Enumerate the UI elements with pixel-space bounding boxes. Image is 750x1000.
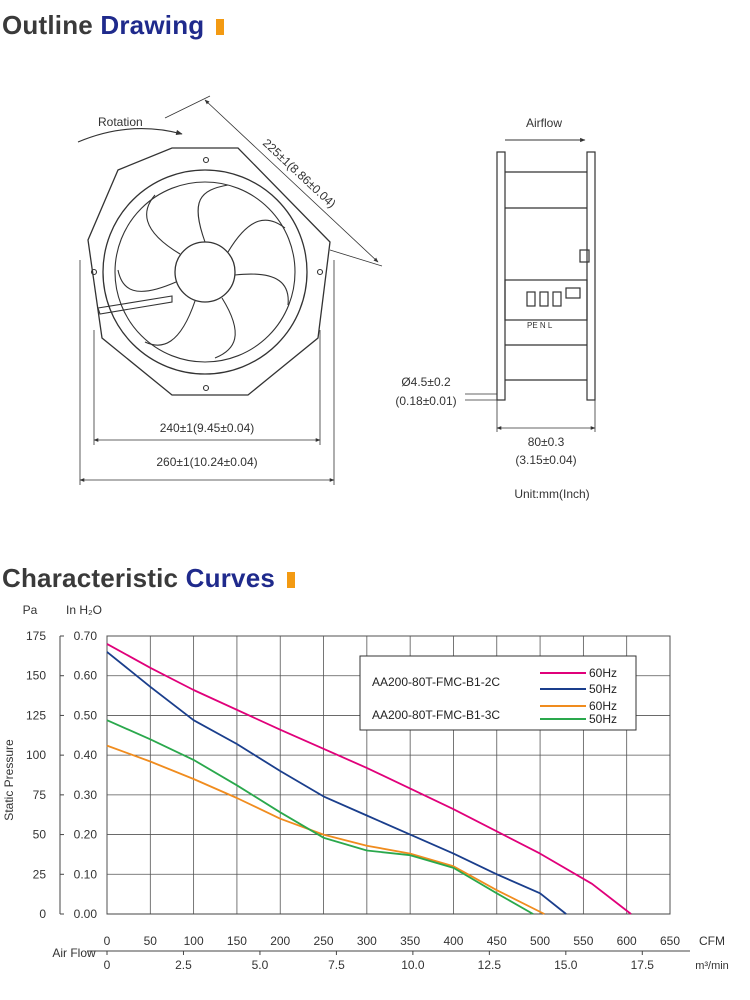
fan-inner-ring	[115, 182, 295, 362]
x-tick-label-m3min: 10.0	[401, 958, 425, 972]
legend-entry-50hz: 50Hz	[589, 682, 618, 696]
x-tick-label-m3min: 12.5	[477, 958, 502, 972]
x-tick-label-m3min: 7.5	[328, 958, 345, 972]
y-tick-label-inh2o: 0.70	[73, 629, 97, 643]
legend-model-3c: AA200-80T-FMC-B1-3C	[372, 708, 501, 722]
rotation-arrow	[78, 129, 182, 142]
y-tick-label-inh2o: 0.00	[73, 907, 97, 921]
heading-marker	[216, 19, 224, 35]
x-tick-label-m3min: 0	[103, 958, 111, 972]
y-tick-label-pa: 150	[25, 668, 46, 683]
x-tick-label-cfm: 300	[356, 934, 377, 948]
depth-inch-label: (3.15±0.04)	[515, 453, 577, 467]
y-tick-label-pa: 75	[32, 787, 46, 802]
outline-drawing-heading	[2, 10, 224, 41]
y-tick-label-inh2o: 0.50	[73, 708, 97, 723]
characteristic-curves-heading	[2, 563, 295, 594]
x-tick-label-cfm: 50	[143, 934, 157, 948]
x-tick-label-m3min: 2.5	[175, 958, 192, 972]
y-tick-label-pa: 50	[32, 827, 46, 842]
y-tick-label-inh2o: 0.10	[73, 867, 97, 882]
characteristic-curve-chart	[0, 595, 750, 1000]
heading-word-2: Curves	[185, 563, 276, 593]
y-tick-label-pa: 100	[25, 748, 46, 763]
heading-word-1: Characteristic	[2, 563, 179, 593]
fan-side-view	[497, 152, 595, 400]
y-axis-label: Static Pressure	[2, 739, 16, 821]
x-unit-cfm: CFM	[699, 934, 725, 948]
y-tick-label-pa: 0	[39, 907, 46, 921]
rotation-label: Rotation	[98, 115, 143, 129]
y-tick-label-inh2o: 0.60	[73, 668, 97, 683]
x-tick-label-cfm: 250	[313, 934, 334, 948]
y-tick-label-pa: 25	[32, 867, 46, 882]
legend-model-2c: AA200-80T-FMC-B1-2C	[372, 675, 501, 689]
hole-inch-label: (0.18±0.01)	[395, 394, 457, 408]
x-tick-label-cfm: 150	[226, 934, 247, 948]
x-tick-label-cfm: 550	[573, 934, 594, 948]
diag-dimension-label: 225±1(8.86±0.04)	[259, 135, 339, 211]
x-tick-label-cfm: 100	[183, 934, 204, 948]
legend-entry-60hz: 60Hz	[589, 699, 618, 713]
x-tick-label-cfm: 0	[103, 934, 111, 948]
y-tick-label-pa: 125	[25, 708, 46, 723]
depth-mm-label: 80±0.3	[527, 435, 565, 449]
legend-entry-60hz: 60Hz	[589, 666, 618, 680]
width-260-label: 260±1(10.24±0.04)	[156, 455, 258, 469]
x-tick-label-m3min: 15.0	[554, 958, 578, 972]
curve-series-3	[107, 746, 544, 914]
chart-legend	[360, 656, 636, 730]
legend-entry-50hz: 50Hz	[589, 712, 618, 726]
fan-outer-ring	[103, 170, 307, 374]
x-tick-label-m3min: 5.0	[251, 958, 269, 972]
x-tick-label-cfm: 350	[400, 934, 421, 948]
hole-mm-label: Ø4.5±0.2	[401, 375, 451, 389]
y-tick-label-inh2o: 0.30	[73, 787, 97, 802]
x-axis-label: Air Flow	[52, 946, 96, 960]
heading-word-1: Outline	[2, 10, 93, 40]
fan-hub	[175, 242, 235, 302]
x-tick-label-cfm: 600	[616, 934, 637, 948]
y-unit-pa: Pa	[22, 603, 38, 617]
x-tick-label-m3min: 17.5	[630, 958, 654, 972]
outline-drawing	[0, 60, 750, 520]
fan-housing	[88, 148, 330, 395]
y-tick-label-pa: 175	[25, 629, 46, 643]
unit-label: Unit:mm(Inch)	[514, 487, 590, 501]
y-tick-label-inh2o: 0.20	[73, 827, 97, 842]
x-tick-label-cfm: 400	[443, 934, 464, 948]
x-tick-label-cfm: 450	[486, 934, 507, 948]
x-unit-m3min: m³/min	[695, 960, 729, 972]
width-240-label: 240±1(9.45±0.04)	[159, 421, 255, 435]
airflow-label: Airflow	[525, 116, 563, 130]
terminal-label: PE N L	[527, 321, 553, 330]
heading-marker	[287, 572, 295, 588]
x-tick-label-cfm: 500	[530, 934, 551, 948]
x-tick-label-cfm: 200	[270, 934, 291, 948]
heading-word-2: Drawing	[100, 10, 205, 40]
y-unit-inh2o: In H₂O	[66, 603, 102, 617]
y-tick-label-inh2o: 0.40	[73, 748, 97, 763]
x-tick-label-cfm: 650	[659, 934, 681, 948]
